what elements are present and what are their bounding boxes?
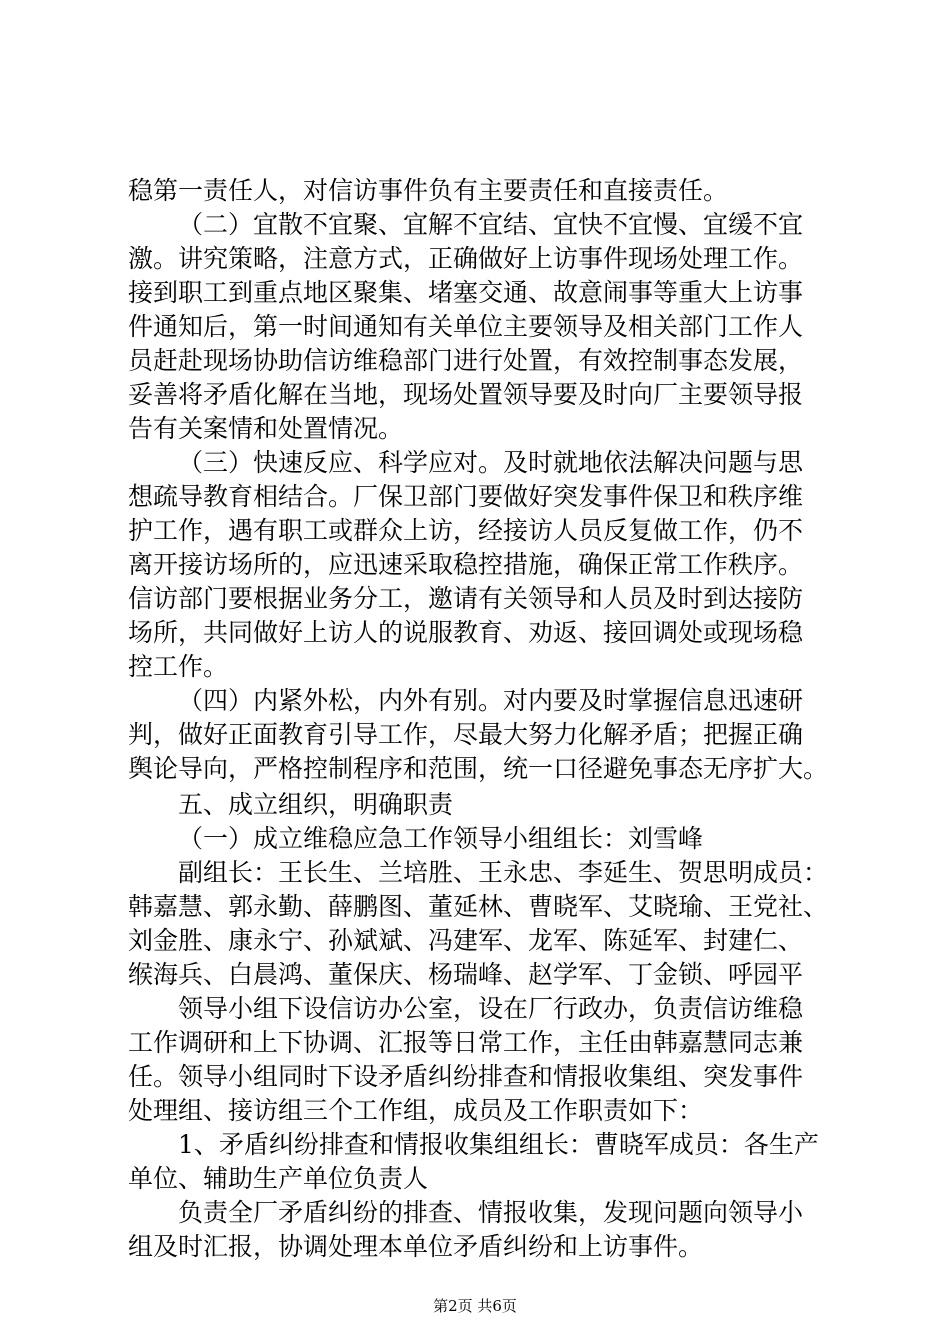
paragraph-line: 员赶赴现场协助信访维稳部门进行处置，有效控制事态发展， (128, 346, 804, 375)
paragraph-line: 单位、辅助生产单位负责人 (128, 1164, 429, 1193)
paragraph-line: （二）宜散不宜聚、宜解不宜结、宜快不宜慢、宜缓不宜 (178, 210, 804, 239)
paragraph-line: 组及时汇报，协调处理本单位矛盾纠纷和上访事件。 (128, 1232, 704, 1261)
paragraph-line: 离开接访场所的，应迅速采取稳控措施，确保正常工作秩序。 (128, 550, 804, 579)
paragraph-line: 接到职工到重点地区聚集、堵塞交通、故意闹事等重大上访事 (128, 278, 804, 307)
paragraph-line: 控工作。 (128, 652, 229, 681)
paragraph-line: 领导小组下设信访办公室，设在厂行政办，负责信访维稳 (178, 994, 804, 1023)
paragraph-line: 工作调研和上下协调、汇报等日常工作，主任由韩嘉慧同志兼 (128, 1028, 804, 1057)
paragraph-line: 刘金胜、康永宁、孙斌斌、冯建军、龙军、陈延军、封建仁、 (128, 926, 804, 955)
paragraph-line: 缑海兵、白晨鸿、董保庆、杨瑞峰、赵学军、丁金锁、呼园平 (128, 960, 804, 989)
paragraph-line: （一）成立维稳应急工作领导小组组长：刘雪峰 (178, 824, 704, 853)
paragraph-line: 1、矛盾纠纷排查和情报收集组组长：曹晓军成员：各生产 (178, 1130, 819, 1159)
paragraph-line: 处理组、接访组三个工作组，成员及工作职责如下： (128, 1096, 704, 1125)
paragraph-line: 稳第一责任人，对信访事件负有主要责任和直接责任。 (128, 176, 729, 205)
paragraph-line: 告有关案情和处置情况。 (128, 414, 404, 443)
paragraph-line: 护工作，遇有职工或群众上访，经接访人员反复做工作，仍不 (128, 516, 804, 545)
paragraph-line: 场所，共同做好上访人的说服教育、劝返、接回调处或现场稳 (128, 618, 804, 647)
paragraph-line: 舆论导向，严格控制程序和范围，统一口径避免事态无序扩大。 (128, 754, 829, 783)
paragraph-line: （三）快速反应、科学应对。及时就地依法解决问题与思 (178, 448, 804, 477)
paragraph-line: 任。领导小组同时下设矛盾纠纷排查和情报收集组、突发事件 (128, 1062, 804, 1091)
paragraph-line: 件通知后，第一时间通知有关单位主要领导及相关部门工作人 (128, 312, 804, 341)
page-number: 第2页 共6页 (433, 1297, 517, 1315)
paragraph-line: 副组长：王长生、兰培胜、王永忠、李延生、贺思明成员： (178, 858, 829, 887)
paragraph-line: 妥善将矛盾化解在当地，现场处置领导要及时向厂主要领导报 (128, 380, 804, 409)
paragraph-line: 韩嘉慧、郭永勤、薛鹏图、董延林、曹晓军、艾晓瑜、王党社、 (128, 892, 829, 921)
paragraph-line: 想疏导教育相结合。厂保卫部门要做好突发事件保卫和秩序维 (128, 482, 804, 511)
paragraph-line: 判，做好正面教育引导工作，尽最大努力化解矛盾；把握正确 (128, 720, 804, 749)
paragraph-line: （四）内紧外松，内外有别。对内要及时掌握信息迅速研 (178, 686, 804, 715)
paragraph-line: 信访部门要根据业务分工，邀请有关领导和人员及时到达接防 (128, 584, 804, 613)
section-heading: 五、成立组织，明确职责 (178, 790, 454, 819)
paragraph-line: 负责全厂矛盾纠纷的排查、情报收集，发现问题向领导小 (178, 1198, 804, 1227)
paragraph-line: 激。讲究策略，注意方式，正确做好上访事件现场处理工作。 (128, 244, 804, 273)
